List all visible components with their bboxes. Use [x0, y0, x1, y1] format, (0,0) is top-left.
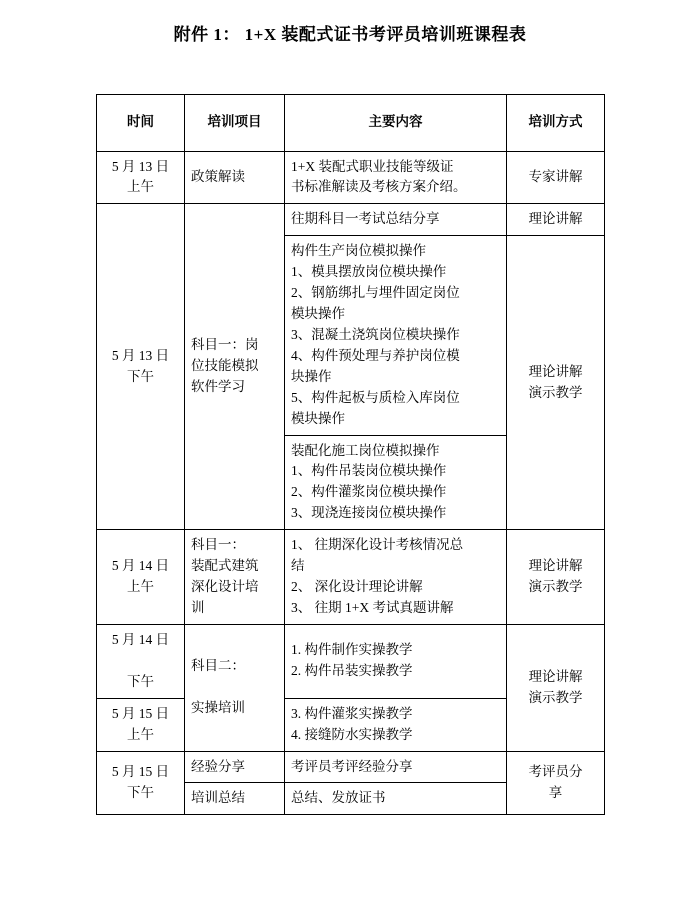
cell-method: 专家讲解: [507, 151, 605, 204]
table-row: [97, 204, 605, 236]
cell-project: 经验分享: [185, 751, 285, 783]
cell-method: 理论讲解 演示教学: [507, 530, 605, 625]
table-row: [97, 751, 605, 783]
cell-content: 装配化施工岗位模拟操作 1、构件吊装岗位模块操作 2、构件灌浆岗位模块操作 3、现浇连接岗位模块操作: [285, 435, 507, 530]
cell-content: 1、 往期深化设计考核情况总 结 2、 深化设计理论讲解 3、 往期 1+X 考试真题讲解: [285, 530, 507, 625]
table-header-row: [97, 94, 605, 151]
cell-method: 理论讲解 演示教学: [507, 236, 605, 530]
cell-content: 构件生产岗位模拟操作 1、模具摆放岗位模块操作 2、钢筋绑扎与埋件固定岗位 模块操作 3、混凝土浇筑岗位模块操作 4、构件预处理与养护岗位模 块操作 5、构件起板与质检入库岗位 模块操作: [285, 236, 507, 435]
document-page: [0, 22, 700, 913]
cell-content: 3. 构件灌浆实操教学 4. 接缝防水实操教学: [285, 698, 507, 751]
cell-project: 科目一： 装配式建筑 深化设计培 训: [185, 530, 285, 625]
column-header-time: 时间: [97, 94, 185, 151]
cell-project: 培训总结: [185, 783, 285, 815]
column-header-method: 培训方式: [507, 94, 605, 151]
schedule-table-wrapper: [96, 94, 604, 816]
cell-time: 5 月 14 日 下午: [97, 624, 185, 698]
cell-content: 考评员考评经验分享: [285, 751, 507, 783]
cell-project: 科目二： 实操培训: [185, 624, 285, 751]
column-header-content: 主要内容: [285, 94, 507, 151]
cell-content: 总结、发放证书: [285, 783, 507, 815]
cell-method: 理论讲解: [507, 204, 605, 236]
table-row: [97, 530, 605, 625]
table-row: [97, 624, 605, 698]
cell-content: 1+X 装配式职业技能等级证 书标准解读及考核方案介绍。: [285, 151, 507, 204]
table-row: [97, 151, 605, 204]
cell-project: 政策解读: [185, 151, 285, 204]
page-title: 附件 1： 1+X 装配式证书考评员培训班课程表: [173, 25, 527, 44]
cell-content: 1. 构件制作实操教学 2. 构件吊装实操教学: [285, 624, 507, 698]
table-body: [97, 151, 605, 815]
cell-time: 5 月 13 日 下午: [97, 204, 185, 530]
cell-time: 5 月 14 日 上午: [97, 530, 185, 625]
cell-method: 理论讲解 演示教学: [507, 624, 605, 751]
cell-time: 5 月 13 日 上午: [97, 151, 185, 204]
cell-time: 5 月 15 日 上午: [97, 698, 185, 751]
cell-content: 往期科目一考试总结分享: [285, 204, 507, 236]
schedule-table: [96, 94, 605, 816]
cell-project: 科目一：岗 位技能模拟 软件学习: [185, 204, 285, 530]
table-header: [97, 94, 605, 151]
cell-method: 考评员分 享: [507, 751, 605, 815]
cell-time: 5 月 15 日 下午: [97, 751, 185, 815]
column-header-project: 培训项目: [185, 94, 285, 151]
